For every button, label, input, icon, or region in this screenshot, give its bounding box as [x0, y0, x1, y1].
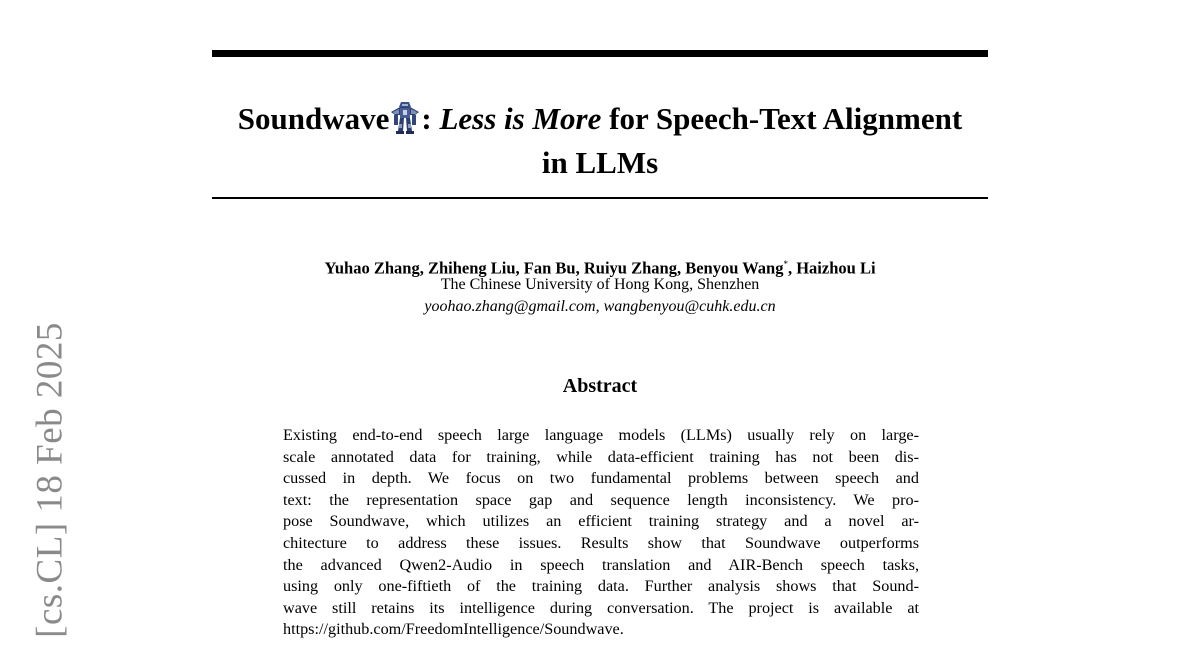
affiliation: The Chinese University of Hong Kong, Shenzhen	[440, 276, 760, 293]
corresponding-author-mark: *	[783, 259, 788, 269]
abstract-body	[283, 425, 919, 641]
title-remainder: for Speech-Text Alignment	[601, 101, 963, 136]
abstract-line-url[interactable]: https://github.com/FreedomIntelligence/Soundwave.	[283, 620, 624, 639]
abstract-line: text: the representation space gap and sequence length inconsistency. We pro-	[283, 490, 919, 509]
author-emails: yoohao.zhang@gmail.com, wangbenyou@cuhk.edu.cn	[424, 298, 776, 315]
arxiv-side-stamp	[30, 315, 70, 645]
abstract-line: chitecture to address these issues. Results show that Soundwave outperforms	[283, 533, 919, 552]
title-bottom-rule	[212, 197, 988, 199]
abstract-line: using only one-fiftieth of the training data. Further analysis shows that Sound-	[283, 577, 919, 596]
abstract-line: Existing end-to-end speech large language models (LLMs) usually rely on large-	[283, 426, 919, 444]
title-top-rule	[212, 50, 988, 57]
title-main-word: Soundwave	[237, 101, 390, 136]
abstract-line: the advanced Qwen2-Audio in speech translation and AIR-Bench speech tasks,	[283, 555, 919, 574]
abstract-line: pose Soundwave, which utilizes an efficient training strategy and a novel ar-	[283, 512, 919, 531]
abstract-heading: Abstract	[562, 375, 638, 397]
title-separator: :	[421, 101, 440, 136]
abstract-line: scale annotated data for training, while data-efficient training has not been dis-	[283, 447, 919, 466]
title-italic-phrase: Less is More	[439, 101, 602, 136]
abstract-line: wave still retains its intelligence during conversation. The project is available at	[283, 598, 919, 617]
abstract-line: cussed in depth. We focus on two fundamental problems between speech and	[283, 469, 919, 488]
title-line-2: in LLMs	[541, 145, 659, 180]
robot-icon	[390, 100, 420, 143]
title-line-1	[212, 99, 988, 143]
author-names-tail: , Haizhou Li	[787, 258, 876, 278]
author-names: Yuhao Zhang, Zhiheng Liu, Fan Bu, Ruiyu Zhang, Benyou Wang	[324, 258, 784, 278]
arxiv-stamp-text: [cs.CL] 18 Feb 2025	[29, 322, 71, 638]
paper-title	[212, 99, 988, 182]
